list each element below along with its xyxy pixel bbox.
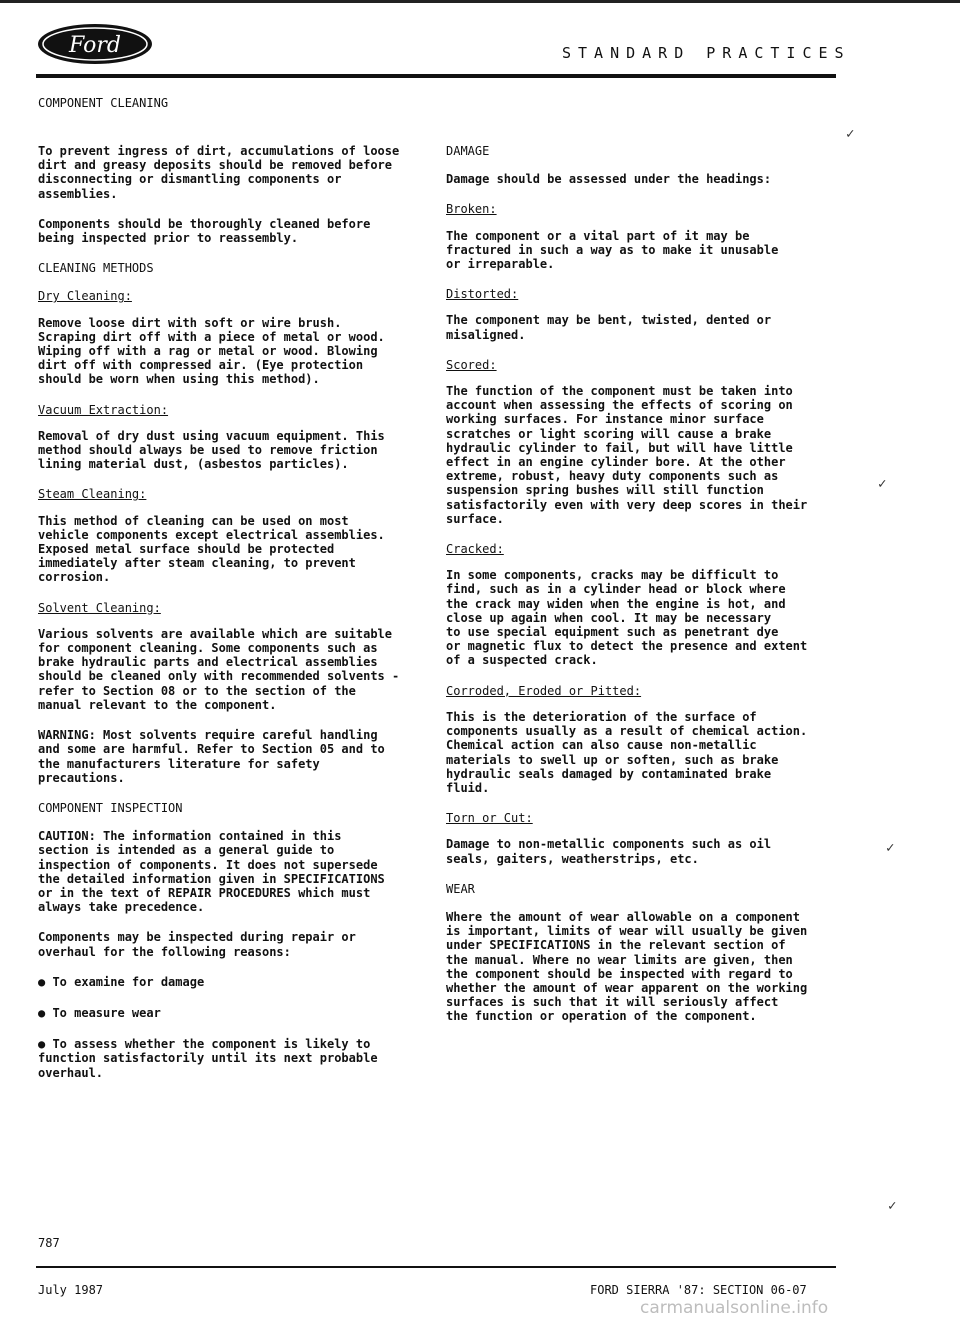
sub-heading: Distorted:	[446, 287, 519, 302]
paragraph: The component may be bent, twisted, dented or misaligned.	[446, 313, 772, 342]
top-border-line	[0, 0, 960, 3]
paragraph: WARNING: Most solvents require careful handling and some are harmful. Refer to Section 05 and to the manufacturers literature for safety precautions.	[38, 728, 385, 785]
right-column	[446, 144, 846, 1040]
paragraph: Components may be inspected during repair or overhaul for the following reasons:	[38, 930, 356, 959]
sub-heading: Steam Cleaning:	[38, 487, 147, 502]
ford-logo	[36, 22, 154, 66]
sub-heading: Dry Cleaning:	[38, 289, 132, 304]
paragraph: To prevent ingress of dirt, accumulations of loose dirt and greasy deposits should be removed before disconnecting or dismantling components or assemblies.	[38, 144, 400, 201]
sub-heading: Corroded, Eroded or Pitted:	[446, 683, 642, 698]
footer-date: July 1987	[38, 1283, 104, 1297]
footer-section: FORD SIERRA '87: SECTION 06-07	[590, 1283, 807, 1297]
margin-tick-mark: ✓	[888, 1198, 897, 1214]
bullet-item: ● To assess whether the component is likely to function satisfactorily until its next probable overhaul.	[38, 1037, 378, 1080]
paragraph: Damage should be assessed under the headings:	[446, 172, 772, 187]
section-heading: COMPONENT INSPECTION	[38, 800, 183, 815]
bullet-item: ● To measure wear	[38, 1005, 161, 1020]
page-number: 787	[38, 1236, 60, 1250]
header-rule	[36, 74, 836, 78]
paragraph: Where the amount of wear allowable on a component is important, limits of wear will usually be given under SPECIFICATIONS in the relevant section of the manual. Where no wear limits are given, then the component should be inspected with regard to whether the amount of wear apparent on the working surfaces is such that it will seriously affect the function or operation of the component.	[446, 909, 808, 1024]
margin-tick-mark: ✓	[878, 476, 887, 492]
paragraph: The function of the component must be taken into account when assessing the effects of scoring on working surfaces. For instance minor surface scratches or light scoring will cause a brake hydraulic cylinder to fail, but will have little effect in an engine cylinder bore. At the other extreme, robust, heavy duty components such as suspension spring bushes will still function satisfactorily even with very deep scores in their surface.	[446, 384, 808, 526]
left-column	[38, 144, 433, 1097]
paragraph: Remove loose dirt with soft or wire brush. Scraping dirt off with a piece of metal or wood. Wiping off with a rag or metal or wood. Blowing dirt off with compressed air. (Eye protection should be worn when using this method).	[38, 315, 385, 387]
margin-tick-mark: ✓	[846, 126, 855, 142]
margin-tick-mark: ✓	[886, 840, 895, 856]
paragraph: Components should be thoroughly cleaned before being inspected prior to reassembly.	[38, 216, 371, 246]
paragraph: Damage to non-metallic components such as oil seals, gaiters, weatherstrips, etc.	[446, 837, 772, 866]
svg-text:Ford: Ford	[69, 33, 121, 58]
sub-heading: Torn or Cut:	[446, 811, 533, 826]
footer-rule	[36, 1266, 836, 1268]
watermark: carmanualsonline.info	[640, 1298, 829, 1318]
paragraph: This is the deterioration of the surface of components usually as a result of chemical action. Chemical action can also cause non-metallic materials to swell up or soften, such as brake hydraulic seals damaged by contaminated brake fluid.	[446, 709, 808, 795]
sub-heading: Broken:	[446, 202, 497, 217]
section-title: COMPONENT CLEANING	[38, 96, 169, 110]
bullet-item: ● To examine for damage	[38, 974, 205, 989]
sub-heading: Scored:	[446, 357, 497, 372]
sub-heading: Solvent Cleaning:	[38, 600, 161, 615]
paragraph: Various solvents are available which are suitable for component cleaning. Some components such as brake hydraulic parts and electrical assemblies should be cleaned only with recommended solvents - refer to Section 08 or to the section of the manual relevant to the component.	[38, 626, 400, 712]
sub-heading: Vacuum Extraction:	[38, 402, 169, 417]
paragraph: CAUTION: The information contained in this section is intended as a general guide to inspection of components. It does not supersede the detailed information given in SPECIFICATIONS or in the text of REPAIR PROCEDURES which must always take precedence.	[38, 829, 385, 915]
section-heading: CLEANING METHODS	[38, 261, 154, 276]
section-heading: WEAR	[446, 881, 475, 896]
header-title: STANDARD PRACTICES	[562, 44, 851, 62]
paragraph: Removal of dry dust using vacuum equipment. This method should always be used to remove friction lining material dust, (asbestos particles).	[38, 428, 385, 472]
paragraph: In some components, cracks may be difficult to find, such as in a cylinder head or block where the crack may widen when the engine is hot, and close up again when cool. It may be necessary to use special equipment such as penetrant dye or magnetic flux to detect the presence and extent of a suspected crack.	[446, 568, 808, 668]
section-heading: DAMAGE	[446, 144, 490, 158]
sub-heading: Cracked:	[446, 542, 504, 557]
paragraph: The component or a vital part of it may be fractured in such a way as to make it unusable or irreparable.	[446, 228, 779, 272]
paragraph: This method of cleaning can be used on most vehicle components except electrical assemblies. Exposed metal surface should be protected immediately after steam cleaning, to prevent corrosion.	[38, 513, 385, 585]
